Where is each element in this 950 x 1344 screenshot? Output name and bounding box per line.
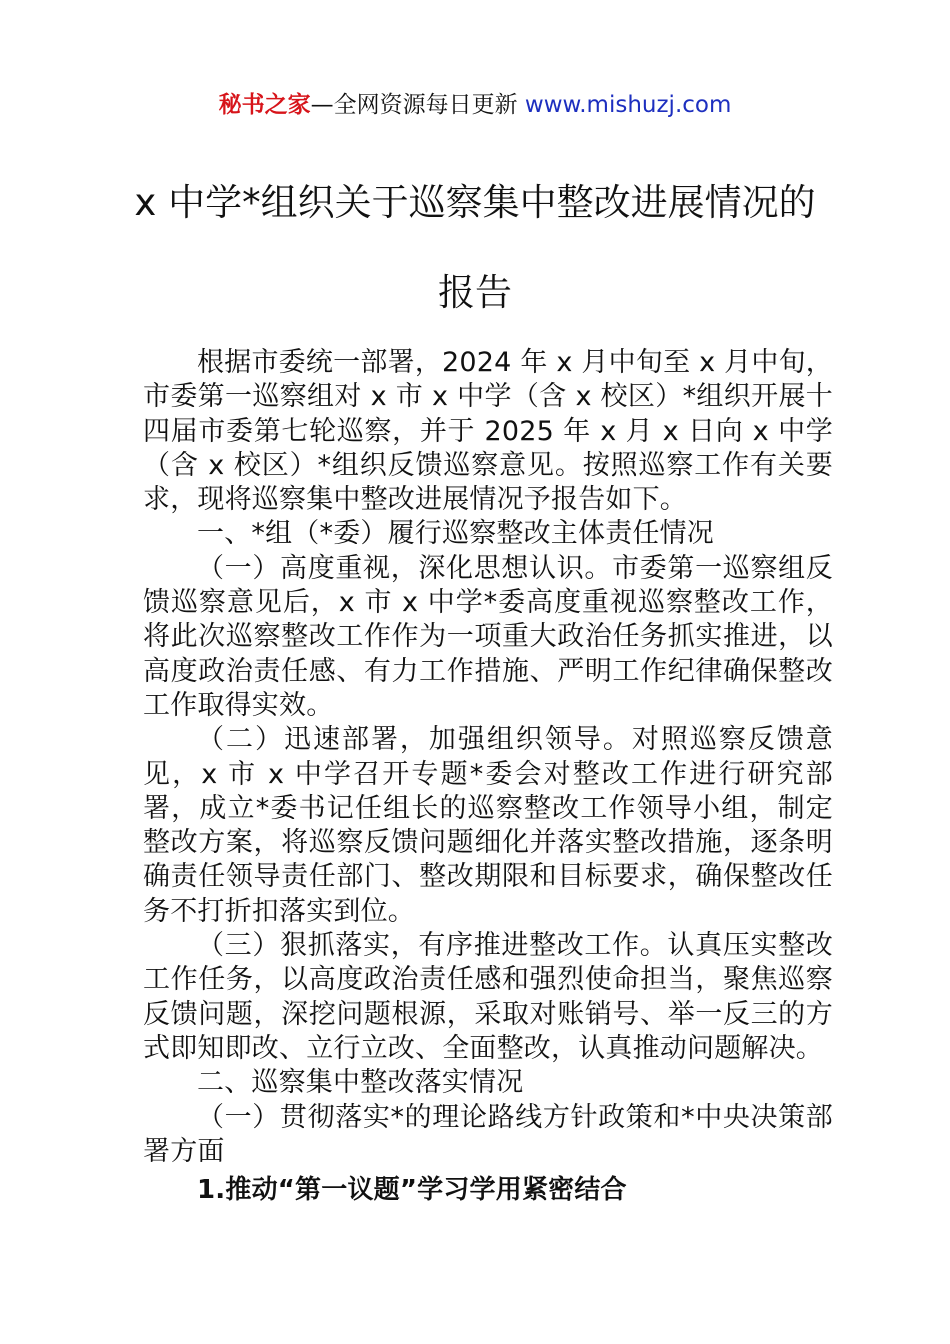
document-title-line-1: x 中学*组织关于巡察集中整改进展情况的 (134, 181, 816, 224)
site-tagline: —全网资源每日更新 (310, 92, 525, 118)
document-title-line-2: 报告 (438, 271, 512, 314)
subsection-heading: （一）贯彻落实*的理论路线方针政策和*中央决策部署方面 (143, 1101, 833, 1167)
document-title (120, 158, 830, 338)
site-header (0, 88, 950, 122)
site-url-link[interactable]: www.mishuzj.com (524, 92, 732, 118)
section-heading-1: 一、*组（*委）履行巡察整改主体责任情况 (197, 518, 714, 550)
body-paragraph: （一）高度重视，深化思想认识。市委第一巡察组反馈巡察意见后，x 市 x 中学*委高度重视巡察整改工作，将此次巡察整改工作作为一项重大政治任务抓实推进，以高度政治责任感、有力工作措施、严明工作纪律确保整改工作取得实效。 (143, 552, 833, 721)
body-paragraph: （三）狠抓落实，有序推进整改工作。认真压实整改工作任务，以高度政治责任感和强烈使命担当，聚焦巡察反馈问题，深挖问题根源，采取对账销号、举一反三的方式即知即改、立行立改、全面整改，认真推动问题解决。 (143, 930, 833, 1064)
item-heading: 1.推动“第一议题”学习学用紧密结合 (197, 1175, 627, 1206)
section-heading-2: 二、巡察集中整改落实情况 (197, 1067, 524, 1099)
intro-paragraph: 根据市委统一部署，2024 年 x 月中旬至 x 月中旬，市委第一巡察组对 x 市 x 中学（含 x 校区）*组织开展十四届市委第七轮巡察，并于 2025 年 x 月 x 日向 x 中学（含 x 校区）*组织反馈巡察意见。按照巡察工作有关要求，现将巡察集中整改进展情况予报告如下。 (143, 347, 833, 516)
document-body (143, 346, 833, 1207)
site-brand: 秘书之家 (218, 92, 311, 118)
body-paragraph: （二）迅速部署，加强组织领导。对照巡察反馈意见，x 市 x 中学召开专题*委会对整改工作进行研究部署，成立*委书记任组长的巡察整改工作领导小组，制定整改方案，将巡察反馈问题细化并落实整改措施，逐条明确责任领导责任部门、整改期限和目标要求，确保整改任务不打折扣落实到位。 (143, 724, 833, 927)
